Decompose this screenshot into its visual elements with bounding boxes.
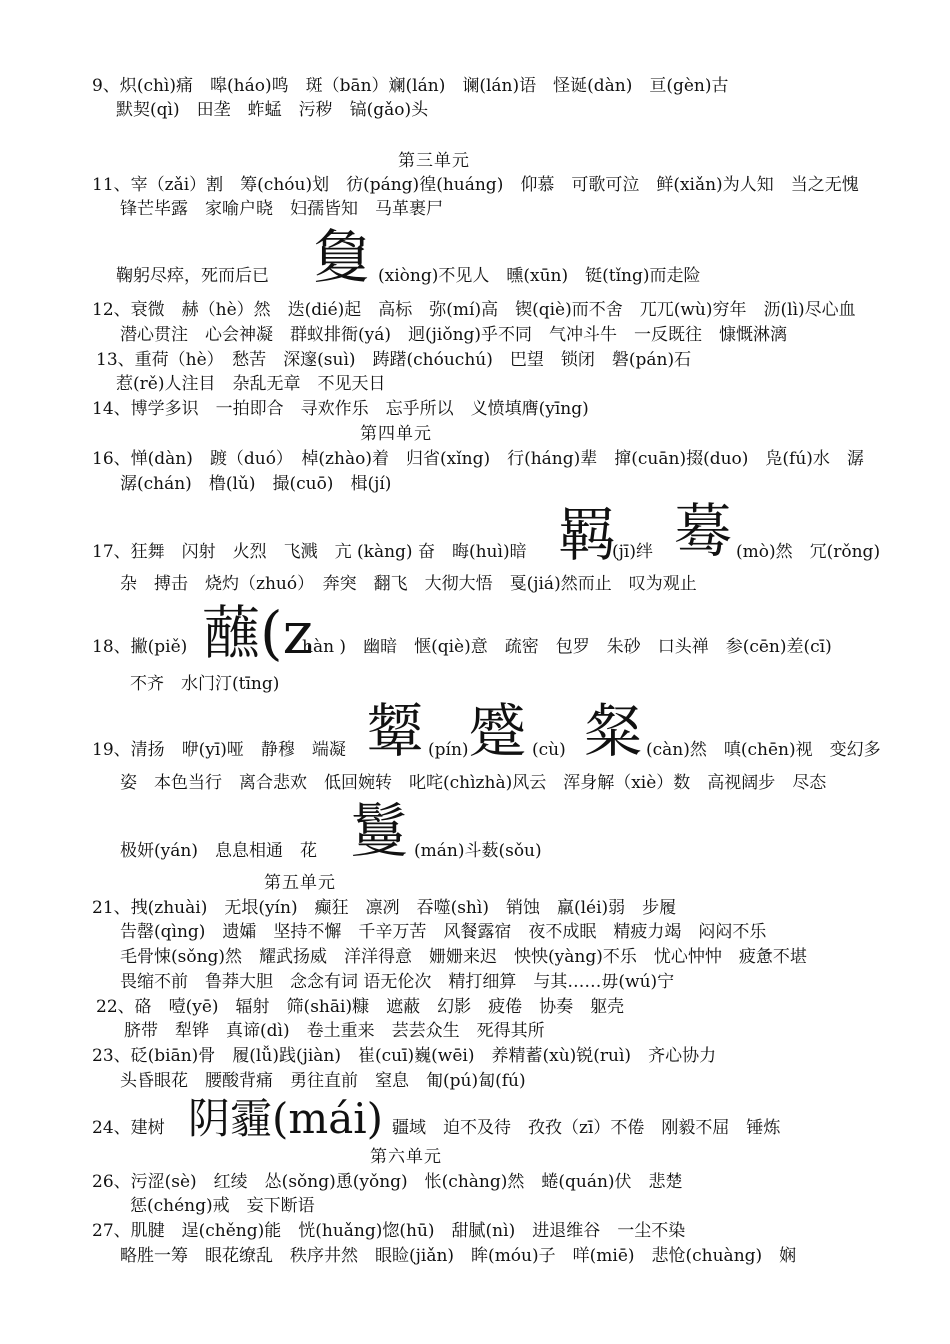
text-line: 24、建树 [92,1118,165,1138]
text-line: (cù) [532,740,566,760]
text-line: 9、炽(chì)痛 嗥(háo)鸣 斑（bān）斓(lán) 谰(lán)语 怪诞(dàn) 亘(gèn)古 [92,76,729,96]
text-line: 26、污涩(sè) 红绫 怂(sǒng)恿(yǒng) 怅(chàng)然 蜷(quán)伏 悲楚 [92,1172,683,1192]
text-line: 21、拽(zhuài) 无垠(yín) 癫狂 凛冽 吞噬(shì) 销蚀 羸(léi)弱 步履 [92,898,677,918]
enlarged-character: 蓦 [674,497,733,565]
text-line: 13、重荷（hè） 愁苦 深邃(suì) 踌躇(chóuchú) 巴望 锁闭 磐(pán)石 [96,350,692,370]
enlarged-character: 粲 [584,697,643,765]
text-line: hàn ) 幽暗 惬(qiè)意 疏密 包罗 朱砂 口头禅 参(cēn)差(cī) [302,637,832,657]
text-line: 毛骨悚(sǒng)然 耀武扬威 洋洋得意 姗姗来迟 怏怏(yàng)不乐 忧心忡忡 疲惫不堪 [120,947,807,967]
enlarged-character: 羁 [558,501,617,569]
text-line: 疆域 迫不及待 孜孜（zī）不倦 刚毅不屈 锤炼 [392,1118,781,1138]
text-line: 23、砭(biān)骨 履(lǚ)践(jiàn) 崔(cuī)巍(wēi) 养精蓄(xù)锐(ruì) 齐心协力 [92,1046,717,1066]
text-line: 略胜一筹 眼花缭乱 秩序井然 眼睑(jiǎn) 眸(móu)子 咩(miē) 悲怆(chuàng) 娴 [120,1246,797,1266]
text-line: 锋芒毕露 家喻户晓 妇孺皆知 马革裹尸 [120,199,443,219]
text-line: 18、撇(piě) [92,637,188,657]
text-line: 告罄(qìng) 遗孀 坚持不懈 千辛万苦 风餐露宿 夜不成眠 精疲力竭 闷闷不乐 [120,922,767,942]
text-line: (pín) [428,740,469,760]
text-line: 极妍(yán) 息息相通 花 [120,841,317,861]
text-line: 22、硌 噎(yē) 辐射 筛(shāi)糠 遮蔽 幻影 疲倦 协奏 躯壳 [96,997,625,1017]
text-line: (càn)然 嗔(chēn)视 变幻多 [646,740,881,760]
text-line: 17、狂舞 闪射 火烈 飞溅 亢 (kàng) 奋 晦(huì)暗 [92,542,527,562]
unit-heading: 第三单元 [398,151,470,171]
unit-heading: 第五单元 [264,873,336,893]
text-line: 畏缩不前 鲁莽大胆 念念有词 语无伦次 精打细算 与其……毋(wú)宁 [120,972,675,992]
text-line: 19、清扬 咿(yī)哑 静穆 端凝 [92,740,346,760]
text-line: 默契(qì) 田垄 蚱蜢 污秽 镐(gǎo)头 [116,100,429,120]
text-line: (xiòng)不见人 曛(xūn) 铤(tǐng)而走险 [378,266,701,286]
enlarged-character: 蘸(z [202,599,314,667]
text-line: (jī)绊 [612,542,653,562]
text-line: 不齐 水门汀(tīng) [130,674,280,694]
text-line: 14、博学多识 一拍即合 寻欢作乐 忘乎所以 义愤填膺(yīng) [92,399,589,419]
text-line: 12、衰微 赫（hè）然 迭(dié)起 高标 弥(mí)高 锲(qiè)而不舍 兀兀(wù)穷年 沥(lì)尽心血 [92,300,856,320]
enlarged-character: 鬘 [350,797,409,865]
text-line: 11、宰（zǎi）割 筹(chóu)划 彷(páng)徨(huáng) 仰慕 可歌可泣 鲜(xiǎn)为人知 当之无愧 [92,175,859,195]
text-line: 杂 搏击 烧灼（zhuó） 奔突 翻飞 大彻大悟 戛(jiá)然而止 叹为观止 [120,574,697,594]
text-line: 16、惮(dàn) 踱（duó） 棹(zhào)着 归省(xǐng) 行(háng)辈 撺(cuān)掇(duo) 凫(fú)水 潺 [92,449,864,469]
text-line: 潺(chán) 橹(lǔ) 撮(cuō) 楫(jí) [120,474,392,494]
enlarged-word: 阴霾(mái) [188,1094,384,1143]
text-line: 惩(chéng)戒 妄下断语 [130,1196,315,1216]
text-line: 潜心贯注 心会神凝 群蚁排衙(yá) 迥(jiǒng)乎不同 气冲斗牛 一反既往 慷慨淋漓 [120,325,788,345]
unit-heading: 第六单元 [370,1147,442,1167]
text-line: 27、肌腱 逞(chěng)能 恍(huǎng)惚(hū) 甜腻(nì) 进退维谷 一尘不染 [92,1221,686,1241]
text-line: 脐带 犁铧 真谛(dì) 卷土重来 芸芸众生 死得其所 [124,1021,545,1041]
enlarged-character: 敻 [312,223,371,291]
text-line: 姿 本色当行 离合悲欢 低回婉转 叱咤(chìzhà)风云 浑身解（xiè）数 高视阔步 尽态 [120,773,827,793]
unit-heading: 第四单元 [360,424,432,444]
text-line: 鞠躬尽瘁，死而后已 [116,266,269,286]
text-line: 惹(rě)人注目 杂乱无章 不见天日 [116,374,386,394]
text-line: (mò)然 冗(rǒng) [736,542,881,562]
text-line: (mán)斗薮(sǒu) [414,841,542,861]
text-line: 头昏眼花 腰酸背痛 勇往直前 窒息 匍(pú)匐(fú) [120,1071,526,1091]
enlarged-character: 蹙 [468,697,527,765]
enlarged-character: 颦 [366,697,425,765]
